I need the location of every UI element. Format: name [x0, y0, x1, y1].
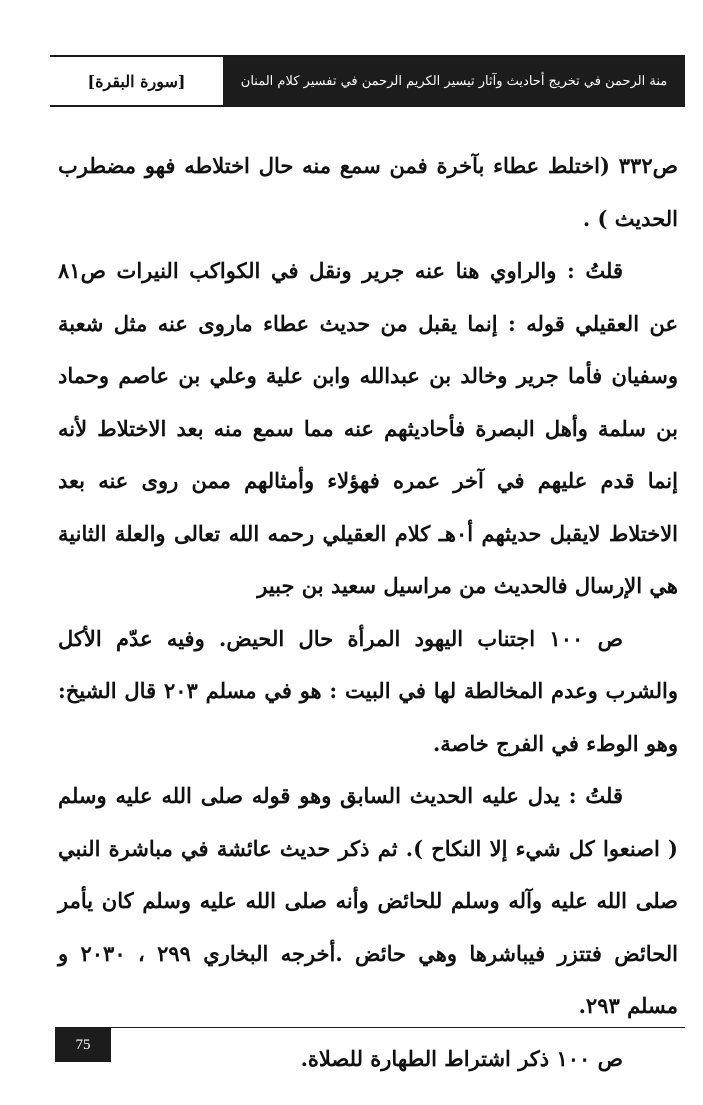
surah-label: [سورة البقرة]	[87, 71, 186, 91]
paragraph-1: ص٣٣٢ (اختلط عطاء بآخرة فمن سمع منه حال اختلاطه فهو مضطرب الحديث ) .	[58, 153, 678, 231]
paragraph-2: قلتُ : والراوي هنا عنه جرير ونقل في الكواكب النيرات ص٨١ عن العقيلي قوله : إنما يقبل من حديث عطاء ماروى عنه مثل شعبة وسفيان فأما جرير وخالد بن عبدالله وابن علية وعلي بن عاصم وحماد بن سلمة وأهل البصرة فأحاديثهم عنه مما سمع منه بعد الاختلاط لأنه إنما قدم عليهم في آخر عمره فهؤلاء وأمثالهم ممن روى عنه بعد الاختلاط لايقبل حديثهم أ٠هـ كلام العقيلي رحمه الله تعالى والعلة الثانية هي الإرسال فالحديث من مراسيل سعيد بن جبير	[58, 258, 678, 598]
running-header	[50, 55, 685, 107]
paragraph-3: ص ١٠٠ اجتناب اليهود المرأة حال الحيض. وفيه عدّم الأكل والشرب وعدم المخالطة لها في البيت : هو في مسلم ٢٠٣ قال الشيخ: وهو الوطء في الفرج خاصة.	[58, 625, 679, 756]
paragraph-4: قلتُ : يدل عليه الحديث السابق وهو قوله صلى الله عليه وسلم ( اصنعوا كل شيء إلا النكاح ). ثم ذكر حديث عائشة في مباشرة النبي صلى الله عليه وآله وسلم للحائض وأنه صلى الله عليه وسلم كان يأمر الحائض فتتزر فيباشرها وهي حائض .أخرجه البخاري ٢٩٩ ، ٢٠٣٠ و مسلم ٢٩٣.	[58, 783, 678, 1018]
paragraph-5: ص ١٠٠ ذكر اشتراط الطهارة للصلاة.	[300, 1045, 623, 1071]
page-number: 75	[55, 1028, 111, 1062]
book-title-banner	[223, 57, 685, 105]
footer-divider	[55, 1027, 685, 1028]
book-title: منة الرحمن في تخريج أحاديث وآثار تيسير الكريم الرحمن في تفسير كلام المنان	[240, 73, 668, 89]
page-body	[58, 140, 678, 1085]
